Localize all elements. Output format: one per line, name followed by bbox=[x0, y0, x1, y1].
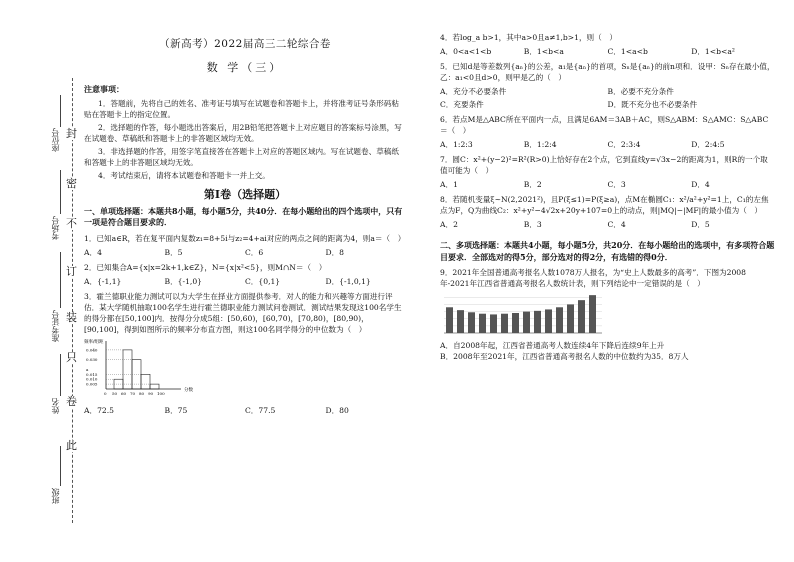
x-tick-label: 80 bbox=[139, 390, 145, 396]
enrollment-bar bbox=[567, 305, 574, 334]
enrollment-bar bbox=[490, 315, 497, 334]
option-a[interactable]: A．4 bbox=[84, 247, 102, 257]
cut-char: 订 bbox=[66, 265, 77, 278]
option-c[interactable]: C．6 bbox=[245, 247, 264, 257]
cut-line bbox=[72, 78, 73, 523]
notice-item: 1．答题前，先将自己的姓名、准考证号填写在试题卷和答题卡上，并将准考证号条形码粘贴在答题卡上的指定位置。 bbox=[84, 98, 399, 119]
y-tick-label: 0.010 bbox=[86, 376, 98, 382]
enrollment-bar bbox=[501, 314, 508, 333]
part1-title: 第Ⅰ卷（选择题） bbox=[203, 187, 287, 201]
option-b[interactable]: B．必要不充分条件 bbox=[607, 87, 674, 96]
seat-number-label: 座位号 bbox=[51, 128, 60, 152]
question-stem: 3．霍兰德职业能力测试可以为大学生在择业方面提供参考．对人的能力和兴趣等方面进行评估．某大学随机抽取100名学生进行霍兰德职业能力测试问卷测试．测试结果发现这100名学生的得分都在[50,100]内．按得分分成5组：[50,60)，[60,70)，[70,80)，[80,90)，[90,100]，得到如图所示的频率分布直方图，则这100名同学得分的中位数为（ ） bbox=[84, 291, 402, 334]
option-c[interactable]: C．3 bbox=[607, 180, 626, 189]
option-c[interactable]: C．77.5 bbox=[245, 405, 276, 415]
question-1 bbox=[84, 233, 406, 258]
option-d[interactable]: D．8 bbox=[325, 247, 345, 257]
histogram-bar bbox=[123, 350, 132, 389]
notice-item: 3．非选择题的作答，用签字笔直接答在答题卡上对应的答题区域内。写在试题卷、草稿纸和答题卡上的非答题区域均无效。 bbox=[84, 146, 399, 167]
question-stem: 2．已知集合A={x|x=2k+1,k∈Z}，N={x|x²<5}，则M∩N＝（ ） bbox=[84, 262, 327, 272]
x-tick-label: 70 bbox=[130, 390, 136, 396]
cut-char: 密 bbox=[66, 177, 77, 190]
enrollment-bar bbox=[556, 307, 563, 333]
option-d[interactable]: D．1<b<a² bbox=[691, 47, 735, 56]
question-6 bbox=[440, 114, 775, 150]
option-a[interactable]: A．1 bbox=[440, 180, 458, 189]
cut-char: 卷 bbox=[66, 395, 77, 408]
section2-heading: 二、多项选择题：本题共4小题，每小题5分，共20分．在每小题给出的选项中，有多项符合题目要求．全部选对的得5分，部分选对的得2分，有选错的得0分． bbox=[440, 240, 775, 262]
option-d[interactable]: D．5 bbox=[691, 220, 710, 229]
question-stem: 6．若点M是△ABC所在平面内一点，且满足6AM＝3AB＋AC，则S△ABM：S△AMC：S△ABC＝（ ） bbox=[440, 115, 769, 135]
enrollment-bar bbox=[534, 311, 541, 333]
option-c[interactable]: C．充要条件 bbox=[440, 100, 484, 109]
option-a[interactable]: A．自2008年起，江西省普通高考人数连续4年下降后连续9年上升 bbox=[440, 341, 665, 351]
x-tick-label: 60 bbox=[121, 390, 127, 396]
question-stem: 9．2021年全国普通高考报名人数1078万人报名，为“史上人数最多的高考”．下图为2008年-2021年江西省普通高考报名人数统计表，则下列结论中一定错误的是（ ） bbox=[440, 268, 746, 289]
x-tick-label: 0 bbox=[104, 390, 107, 396]
cut-char: 装 bbox=[66, 311, 77, 324]
option-b[interactable]: B．3 bbox=[523, 220, 542, 229]
room-number-field[interactable] bbox=[60, 170, 61, 214]
cut-char: 只 bbox=[66, 351, 77, 364]
ticket-number-field[interactable] bbox=[60, 252, 61, 308]
question-stem: 1．已知a∈R，若在复平面内复数z₁=8+5i与z₂=4+ai对应的两点之间的距离为4，则a＝（ ） bbox=[84, 233, 406, 243]
cut-char: 封 bbox=[66, 127, 77, 140]
cut-char: 不 bbox=[66, 217, 77, 230]
option-d[interactable]: D．4 bbox=[691, 180, 710, 189]
question-9 bbox=[440, 267, 775, 362]
option-b[interactable]: B．1<b<a bbox=[523, 47, 564, 56]
cut-char: 此 bbox=[66, 439, 77, 452]
y-tick-label: 0.030 bbox=[86, 357, 98, 363]
enrollment-bar bbox=[545, 310, 552, 334]
y-tick-label: 0.005 bbox=[86, 381, 98, 387]
option-c[interactable]: C．2:3:4 bbox=[607, 140, 641, 149]
option-a[interactable]: A．充分不必要条件 bbox=[440, 87, 507, 96]
histogram-bar bbox=[141, 374, 150, 389]
enrollment-bar bbox=[479, 314, 486, 333]
histogram-bar bbox=[150, 384, 159, 389]
question-7 bbox=[440, 154, 775, 190]
enrollment-bar-chart bbox=[440, 289, 610, 337]
question-stem: 5．已知d是等差数列{aₙ}的公差，a₁是{aₙ}的首项，Sₙ是{aₙ}的前n项和．设甲：Sₙ存在最小值，乙：a₁<0且d>0，则甲是乙的（ ） bbox=[440, 62, 775, 82]
notice-heading: 注意事项： bbox=[84, 84, 124, 95]
exam-title: （新高考）2022届高三二轮综合卷 bbox=[159, 38, 331, 50]
question-stem: 7．圆C：x²+(y−2)²=R²(R>0)上恰好存在2个点，它到直线y=√3x−2的距离为1，则R的一个取值可能为（ ） bbox=[440, 155, 768, 175]
y-tick-label: 0.040 bbox=[86, 347, 98, 353]
option-b[interactable]: B．5 bbox=[164, 247, 183, 257]
name-label: 姓名 bbox=[51, 398, 60, 414]
class-field[interactable] bbox=[60, 446, 61, 486]
left-column bbox=[84, 0, 406, 416]
y-tick-label: 0.015 bbox=[86, 371, 98, 377]
notice-item: 4．考试结束后，请将本试题卷和答题卡一并上交。 bbox=[98, 170, 270, 180]
ticket-number-label: 准考证号 bbox=[51, 310, 60, 342]
option-a[interactable]: A．{-1,1} bbox=[84, 276, 122, 286]
notice-item: 2．选择题的作答，每小题选出答案后，用2B铅笔把答题卡上对应题目的答案标号涂黑，写在试题卷、草稿纸和答题卡上的非答题区域均无效。 bbox=[84, 122, 402, 143]
option-c[interactable]: C．1<a<b bbox=[607, 47, 648, 56]
x-tick-label: 100 bbox=[157, 390, 165, 396]
right-column bbox=[440, 0, 775, 362]
option-a[interactable]: A．1:2:3 bbox=[440, 140, 473, 149]
option-a[interactable]: A．72.5 bbox=[84, 405, 114, 415]
option-a[interactable]: A．2 bbox=[440, 220, 458, 229]
question-stem: 4．若log_a b>1，其中a>0且a≠1,b>1，则（ ） bbox=[440, 33, 617, 42]
binding-margin bbox=[0, 0, 80, 562]
option-b[interactable]: B．2 bbox=[523, 180, 542, 189]
option-a[interactable]: A．0<a<1<b bbox=[440, 47, 492, 56]
section1-heading: 一、单项选择题：本题共8小题，每小题5分，共40分．在每小题给出的四个选项中，只有一项是符合题目要求的． bbox=[84, 205, 403, 228]
enrollment-bar bbox=[578, 300, 585, 333]
enrollment-bar bbox=[523, 312, 530, 333]
option-d[interactable]: D．80 bbox=[325, 405, 349, 415]
question-3 bbox=[84, 291, 406, 416]
option-d[interactable]: D．{-1,0,1} bbox=[325, 276, 371, 286]
room-number-label: 考场号 bbox=[51, 216, 60, 240]
option-c[interactable]: C．{0,1} bbox=[245, 276, 281, 286]
x-tick-label: 50 bbox=[112, 390, 118, 396]
option-d[interactable]: D．2:4:5 bbox=[691, 140, 725, 149]
question-5 bbox=[440, 61, 775, 110]
notice-block bbox=[84, 84, 406, 181]
option-b[interactable]: B．75 bbox=[164, 405, 188, 415]
question-8 bbox=[440, 194, 775, 230]
exam-subtitle: 数 学（三） bbox=[206, 61, 284, 75]
option-b[interactable]: B．1:2:4 bbox=[523, 140, 557, 149]
option-b[interactable]: B．{-1,0} bbox=[164, 276, 202, 286]
seat-number-field[interactable] bbox=[60, 95, 61, 127]
question-stem: 8．若随机变量ξ~N(2,2021²)，且P(ξ≤1)=P(ξ≥a)，点M在椭圆C₁：x²/a²+y²=1上，C₁的左焦点为F，Q为曲线C₂：x²+y²−4√2x+20y+107=0上的动点，则|MQ|−|MF|的最小值为（ ） bbox=[440, 195, 769, 215]
question-4 bbox=[440, 32, 775, 57]
enrollment-bar bbox=[589, 295, 596, 333]
name-field[interactable] bbox=[60, 354, 61, 396]
option-b[interactable]: B．2008年至2021年，江西省普通高考报名人数的中位数约为35．8万人 bbox=[440, 352, 689, 362]
y-tick-label: a bbox=[86, 366, 89, 372]
y-axis-label: 频率/组距 bbox=[84, 339, 104, 345]
frequency-histogram bbox=[84, 337, 204, 399]
class-label: 班级 bbox=[51, 488, 60, 504]
x-tick-label: 90 bbox=[148, 390, 154, 396]
enrollment-bar bbox=[457, 310, 464, 333]
option-c[interactable]: C．4 bbox=[607, 220, 626, 229]
enrollment-bar bbox=[468, 312, 475, 333]
enrollment-bar bbox=[512, 313, 519, 333]
option-d[interactable]: D．既不充分也不必要条件 bbox=[607, 100, 698, 109]
enrollment-bar bbox=[446, 307, 453, 333]
question-2 bbox=[84, 262, 406, 287]
x-axis-label: 分数 bbox=[184, 387, 193, 393]
